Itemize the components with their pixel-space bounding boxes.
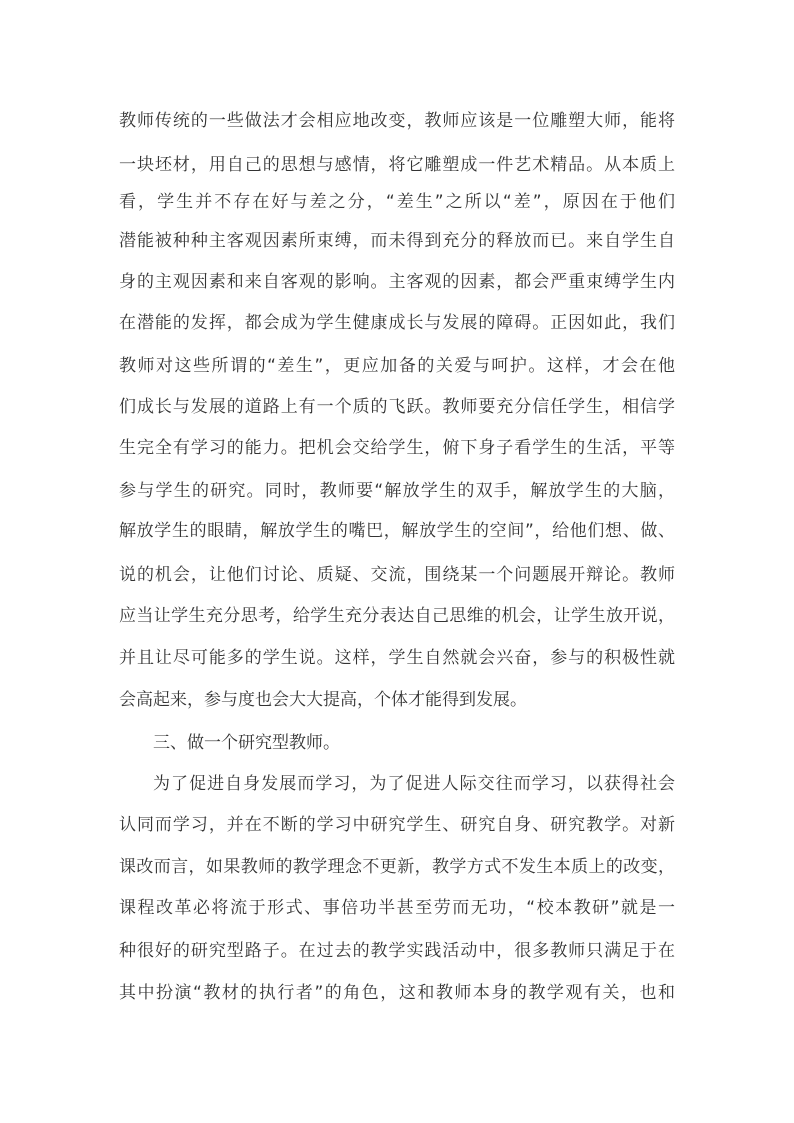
paragraph-line: 在潜能的发挥，都会成为学生健康成长与发展的障碍。正因如此，我们	[119, 313, 675, 333]
paragraph-line: 说的机会，让他们讨论、质疑、交流，围绕某一个问题展开辩论。教师	[119, 565, 675, 585]
section-heading: 三、做一个研究型教师。	[153, 733, 340, 753]
paragraph-line: 认同而学习，并在不断的学习中研究学生、研究自身、研究教学。对新	[119, 815, 675, 835]
paragraph-line: 课改而言，如果教师的教学理念不更新，教学方式不发生本质上的改变，	[119, 857, 675, 877]
paragraph-line: 一块坯材，用自己的思想与感情，将它雕塑成一件艺术精品。从本质上	[119, 155, 675, 175]
paragraph-line: 生完全有学习的能力。把机会交给学生，俯下身子看学生的生活，平等	[119, 438, 675, 458]
paragraph-line: 身的主观因素和来自客观的影响。主客观的因素，都会严重束缚学生内	[119, 272, 675, 292]
paragraph-line: 潜能被种种主客观因素所束缚，而未得到充分的释放而已。来自学生自	[119, 231, 675, 251]
paragraph-line: 种很好的研究型路子。在过去的教学实践活动中，很多教师只满足于在	[119, 941, 675, 961]
paragraph-line: 解放学生的眼睛，解放学生的嘴巴，解放学生的空间”，给他们想、做、	[119, 521, 675, 541]
paragraph-line: 参与学生的研究。同时，教师要“解放学生的双手，解放学生的大脑，	[119, 481, 675, 501]
paragraph-line: 们成长与发展的道路上有一个质的飞跃。教师要充分信任学生，相信学	[119, 397, 675, 417]
paragraph-line: 应当让学生充分思考，给学生充分表达自己思维的机会，让学生放开说，	[119, 606, 675, 626]
paragraph-line: 并且让尽可能多的学生说。这样，学生自然就会兴奋，参与的积极性就	[119, 648, 675, 668]
paragraph-line: 看，学生并不存在好与差之分，“差生”之所以“差”，原因在于他们	[119, 192, 675, 212]
paragraph-line: 会高起来，参与度也会大大提高，个体才能得到发展。	[119, 690, 527, 710]
paragraph-line: 教师对这些所谓的“差生”，更应加备的关爱与呵护。这样，才会在他	[119, 356, 675, 376]
paragraph-line: 为了促进自身发展而学习，为了促进人际交往而学习，以获得社会	[153, 774, 675, 794]
paragraph-line: 其中扮演“教材的执行者”的角色，这和教师本身的教学观有关，也和	[119, 983, 675, 1003]
paragraph-line: 课程改革必将流于形式、事倍功半甚至劳而无功，“校本教研”就是一	[119, 898, 675, 918]
paragraph-line: 教师传统的一些做法才会相应地改变，教师应该是一位雕塑大师，能将	[119, 111, 675, 131]
